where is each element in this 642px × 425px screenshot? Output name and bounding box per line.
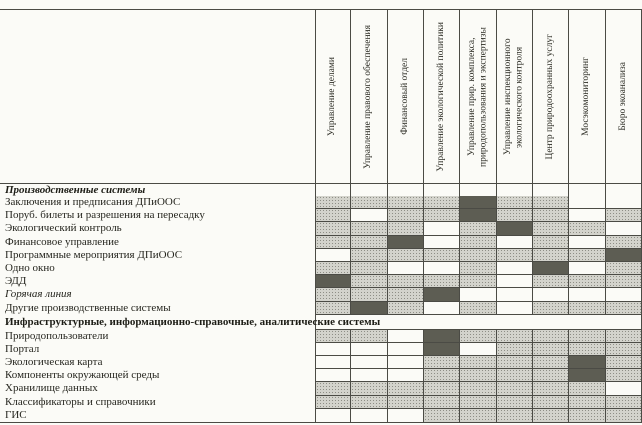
matrix-cell xyxy=(351,369,387,382)
row-label: ЭДД xyxy=(5,275,27,288)
row-label: Хранилище данных xyxy=(5,382,98,395)
system-row xyxy=(0,222,642,235)
row-label: Горячая линия xyxy=(5,288,72,301)
matrix-cell xyxy=(424,369,460,382)
matrix-cell xyxy=(351,236,387,249)
system-row xyxy=(0,382,642,395)
matrix-cell xyxy=(606,288,642,301)
column-header-label: Управление правового обеспечения xyxy=(363,24,374,169)
column-header xyxy=(460,10,496,183)
matrix-cell xyxy=(533,209,569,222)
matrix-cell xyxy=(424,382,460,395)
matrix-cell xyxy=(351,302,387,315)
matrix-cell xyxy=(388,288,424,301)
matrix-cell xyxy=(351,330,387,343)
column-header xyxy=(351,10,387,183)
system-row xyxy=(0,343,642,356)
system-row xyxy=(0,262,642,275)
matrix-cell xyxy=(315,288,351,301)
column-header xyxy=(424,10,460,183)
matrix-cell xyxy=(424,330,460,343)
column-header-label: Управление делами xyxy=(327,56,338,137)
matrix-cell xyxy=(315,275,351,288)
matrix-cell xyxy=(388,302,424,315)
matrix-cell xyxy=(315,409,351,422)
matrix-cell xyxy=(606,396,642,409)
matrix-cell xyxy=(569,288,605,301)
matrix-cell xyxy=(388,249,424,262)
system-row xyxy=(0,330,642,343)
matrix-cell xyxy=(388,209,424,222)
matrix-cell xyxy=(533,302,569,315)
row-label: Портал xyxy=(5,342,40,355)
column-header-label: Бюро экоанализа xyxy=(617,62,628,131)
matrix-cell xyxy=(497,288,533,301)
matrix-cell xyxy=(569,382,605,395)
system-row xyxy=(0,288,642,301)
matrix-cell xyxy=(315,209,351,222)
matrix-cell xyxy=(533,288,569,301)
matrix-cell xyxy=(606,343,642,356)
matrix-cell xyxy=(424,249,460,262)
column-header-row xyxy=(0,10,642,184)
matrix-cell xyxy=(315,196,351,209)
matrix-cell xyxy=(497,196,533,209)
row-label: Поруб. билеты и разрешения на пересадку xyxy=(5,209,205,222)
matrix-cell xyxy=(315,249,351,262)
column-header xyxy=(533,10,569,183)
matrix-cell xyxy=(424,343,460,356)
matrix-cell xyxy=(315,236,351,249)
matrix-cell xyxy=(606,369,642,382)
matrix-cell xyxy=(460,288,496,301)
systems-departments-matrix xyxy=(0,9,642,423)
matrix-cell xyxy=(388,275,424,288)
matrix-cell xyxy=(388,356,424,369)
matrix-cell xyxy=(315,330,351,343)
matrix-cell xyxy=(460,356,496,369)
system-row xyxy=(0,249,642,262)
matrix-cell xyxy=(606,356,642,369)
system-row xyxy=(0,396,642,409)
row-label: Экологический контроль xyxy=(5,222,122,235)
matrix-cell xyxy=(315,302,351,315)
matrix-cell xyxy=(460,330,496,343)
matrix-cell xyxy=(533,382,569,395)
header-spacer xyxy=(0,10,315,183)
matrix-cell xyxy=(351,396,387,409)
column-header xyxy=(569,10,605,183)
matrix-cell xyxy=(569,222,605,235)
matrix-cell xyxy=(315,222,351,235)
matrix-cell xyxy=(460,249,496,262)
matrix-cell xyxy=(424,275,460,288)
matrix-cell xyxy=(533,262,569,275)
matrix-cell xyxy=(460,236,496,249)
matrix-cell xyxy=(569,275,605,288)
matrix-cell xyxy=(351,343,387,356)
matrix-cell xyxy=(388,262,424,275)
system-row xyxy=(0,356,642,369)
system-row xyxy=(0,302,642,315)
matrix-cell xyxy=(606,249,642,262)
matrix-cell xyxy=(533,196,569,209)
matrix-cell xyxy=(497,249,533,262)
row-label: Одно окно xyxy=(5,261,55,274)
matrix-cell xyxy=(497,209,533,222)
matrix-cell xyxy=(497,382,533,395)
column-header xyxy=(497,10,533,183)
matrix-cell xyxy=(388,330,424,343)
matrix-cell xyxy=(569,369,605,382)
matrix-cell xyxy=(606,330,642,343)
matrix-cell xyxy=(606,209,642,222)
matrix-cell xyxy=(569,409,605,422)
matrix-cell xyxy=(351,356,387,369)
matrix-cell xyxy=(569,330,605,343)
system-row xyxy=(0,369,642,382)
matrix-cell xyxy=(388,236,424,249)
matrix-cell xyxy=(497,396,533,409)
matrix-cell xyxy=(569,302,605,315)
section-title-text: Инфраструктурные, информационно-справочные, аналитические системы xyxy=(5,315,381,328)
matrix-cell xyxy=(533,330,569,343)
matrix-cell xyxy=(351,222,387,235)
column-header-label: Центр природоохранных услуг xyxy=(544,33,555,160)
column-header xyxy=(315,10,351,183)
column-header-label: Управление инспекционного экологического контроля xyxy=(502,38,525,155)
matrix-cell xyxy=(351,249,387,262)
matrix-cell xyxy=(388,382,424,395)
row-label: ГИС xyxy=(5,408,27,421)
matrix-cell xyxy=(569,356,605,369)
matrix-cell xyxy=(460,275,496,288)
column-header-label: Мосэкомониторинг xyxy=(581,57,592,136)
matrix-cell xyxy=(533,275,569,288)
column-header-label: Управление экологической политики xyxy=(435,21,446,172)
row-label: Классификаторы и справочники xyxy=(5,395,156,408)
matrix-cell xyxy=(533,222,569,235)
matrix-cell xyxy=(606,236,642,249)
matrix-cell xyxy=(533,356,569,369)
system-row xyxy=(0,275,642,288)
matrix-cell xyxy=(533,343,569,356)
row-label: Финансовое управление xyxy=(5,235,119,248)
matrix-cell xyxy=(497,222,533,235)
matrix-cell xyxy=(606,275,642,288)
matrix-cell xyxy=(460,396,496,409)
row-label: Природопользователи xyxy=(5,329,109,342)
system-row xyxy=(0,236,642,249)
matrix-cell xyxy=(460,409,496,422)
matrix-cell xyxy=(569,249,605,262)
system-row xyxy=(0,209,642,222)
matrix-cell xyxy=(497,302,533,315)
matrix-cell xyxy=(315,343,351,356)
matrix-cell xyxy=(388,343,424,356)
matrix-cell xyxy=(424,288,460,301)
matrix-cell xyxy=(460,343,496,356)
matrix-cell xyxy=(460,222,496,235)
section-header-row xyxy=(0,315,642,330)
row-label: Экологическая карта xyxy=(5,356,103,369)
matrix-cell xyxy=(533,249,569,262)
matrix-cell xyxy=(497,343,533,356)
matrix-cell xyxy=(606,222,642,235)
column-header xyxy=(606,10,642,183)
column-header-label: Финансовый отдел xyxy=(399,58,410,135)
matrix-cell xyxy=(569,396,605,409)
matrix-cell xyxy=(606,262,642,275)
row-label: Программные мероприятия ДПиООС xyxy=(5,248,183,261)
matrix-cell xyxy=(497,236,533,249)
row-label: Другие производственные системы xyxy=(5,301,171,314)
matrix-cell xyxy=(388,222,424,235)
matrix-cell xyxy=(569,236,605,249)
matrix-cell xyxy=(460,302,496,315)
matrix-cell xyxy=(460,369,496,382)
column-header-label: Управление прир. комплекса, природопользования и экспертизы xyxy=(466,26,488,167)
column-header xyxy=(388,10,424,183)
matrix-cell xyxy=(460,382,496,395)
matrix-cell xyxy=(315,396,351,409)
matrix-cell xyxy=(460,196,496,209)
matrix-cell xyxy=(315,382,351,395)
matrix-cell xyxy=(315,356,351,369)
matrix-cell xyxy=(351,196,387,209)
matrix-cell xyxy=(351,275,387,288)
matrix-cell xyxy=(351,209,387,222)
matrix-cell xyxy=(606,382,642,395)
matrix-cell xyxy=(351,288,387,301)
matrix-cell xyxy=(351,262,387,275)
matrix-cell xyxy=(424,356,460,369)
matrix-cell xyxy=(424,209,460,222)
matrix-cell xyxy=(351,382,387,395)
matrix-cell xyxy=(497,356,533,369)
matrix-cell xyxy=(606,302,642,315)
matrix-cell xyxy=(533,409,569,422)
matrix-cell xyxy=(533,396,569,409)
matrix-cell xyxy=(460,209,496,222)
matrix-cell xyxy=(497,409,533,422)
system-row xyxy=(0,409,642,422)
matrix-cell xyxy=(424,236,460,249)
matrix-cell xyxy=(569,209,605,222)
matrix-cell xyxy=(388,396,424,409)
matrix-cell xyxy=(424,302,460,315)
matrix-cell xyxy=(424,409,460,422)
matrix-cell xyxy=(569,196,605,209)
matrix-cell xyxy=(606,196,642,209)
row-label: Заключения и предписания ДПиООС xyxy=(5,196,181,208)
matrix-cell xyxy=(351,409,387,422)
matrix-cell xyxy=(424,196,460,209)
matrix-cell xyxy=(424,222,460,235)
matrix-cell xyxy=(533,236,569,249)
matrix-cell xyxy=(569,262,605,275)
matrix-cell xyxy=(497,262,533,275)
matrix-cell xyxy=(388,369,424,382)
matrix-cell xyxy=(497,369,533,382)
matrix-cell xyxy=(424,262,460,275)
matrix-cell xyxy=(533,369,569,382)
matrix-cell xyxy=(497,275,533,288)
matrix-cell xyxy=(606,409,642,422)
section-title-text: Производственные системы xyxy=(5,184,146,196)
matrix-cell xyxy=(569,343,605,356)
matrix-cell xyxy=(315,369,351,382)
matrix-cell xyxy=(388,409,424,422)
matrix-cell xyxy=(388,196,424,209)
matrix-cell xyxy=(460,262,496,275)
section-header-row xyxy=(0,184,642,196)
matrix-cell xyxy=(315,262,351,275)
system-row xyxy=(0,196,642,209)
row-label: Компоненты окружающей среды xyxy=(5,369,160,382)
matrix-cell xyxy=(424,396,460,409)
matrix-cell xyxy=(497,330,533,343)
section-title xyxy=(0,315,642,330)
